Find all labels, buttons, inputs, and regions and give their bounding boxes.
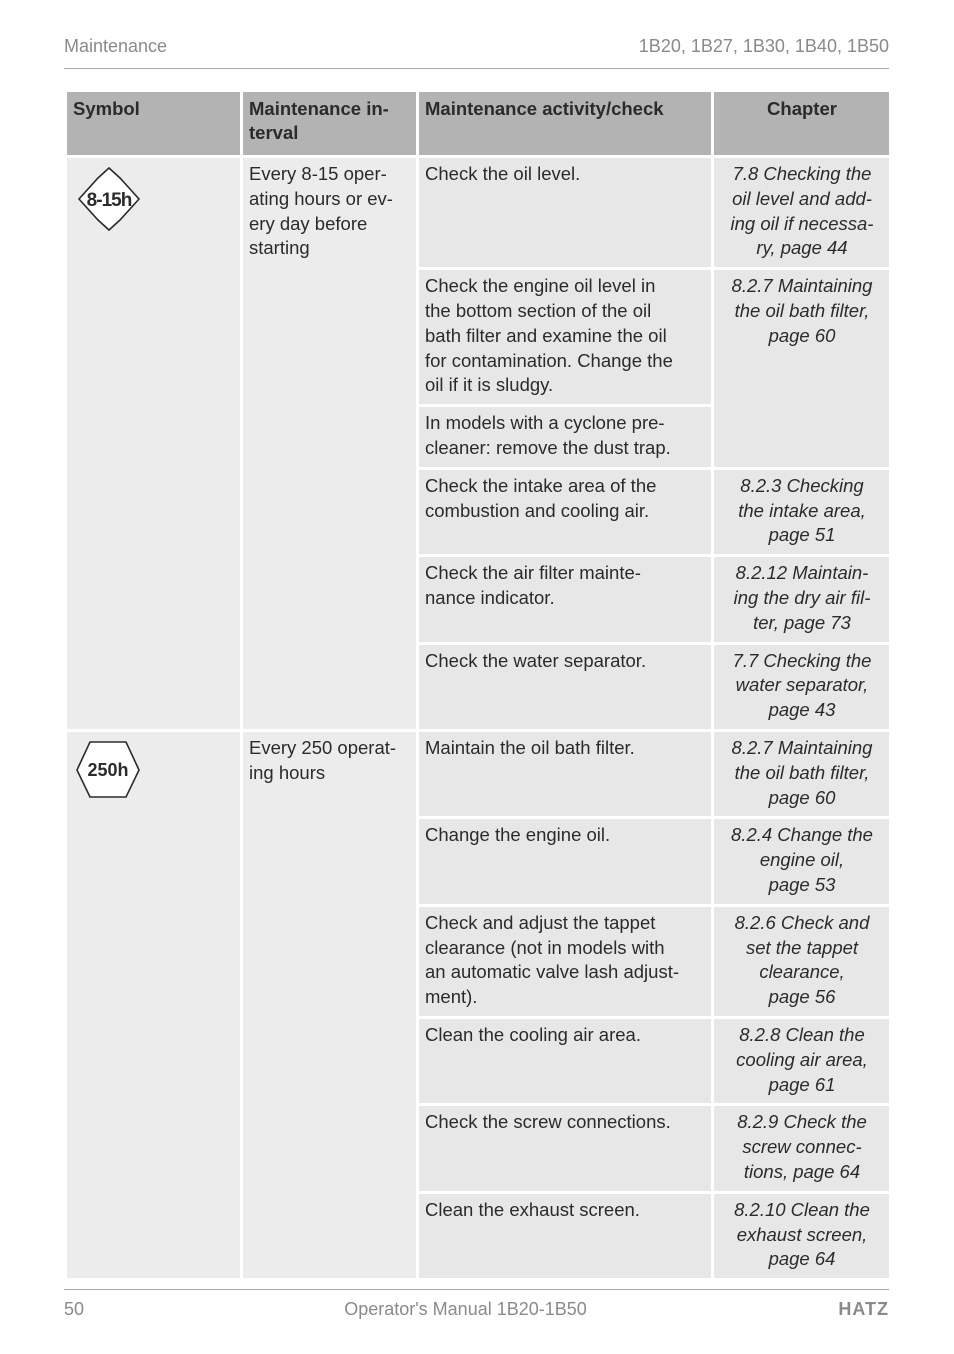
activity-cell: Check and adjust the tappet clearance (not in models with an automatic valve lash adjust- ment).	[418, 905, 713, 1017]
chapter-link[interactable]: 8.2.4 Change the engine oil, page 53	[713, 818, 891, 905]
activity-cell: Check the water separator.	[418, 643, 713, 730]
table-row	[66, 730, 891, 817]
chapter-link[interactable]: 8.2.6 Check and set the tappet clearance, page 56	[713, 905, 891, 1017]
activity-cell: Check the air filter mainte- nance indicator.	[418, 556, 713, 643]
symbol-label: 8-15h	[86, 190, 132, 211]
running-footer	[64, 1289, 889, 1330]
chapter-link[interactable]: 8.2.7 Maintaining the oil bath filter, page 60	[713, 269, 891, 469]
running-header	[64, 36, 889, 69]
activity-cell: Check the screw connections.	[418, 1105, 713, 1192]
chapter-link[interactable]: 8.2.3 Checking the intake area, page 51	[713, 468, 891, 555]
chapter-link[interactable]: 8.2.9 Check the screw connec- tions, page 64	[713, 1105, 891, 1192]
column-header-interval: Maintenance in- terval	[242, 91, 418, 157]
activity-cell: Change the engine oil.	[418, 818, 713, 905]
chapter-link[interactable]: 8.2.7 Maintaining the oil bath filter, page 60	[713, 730, 891, 817]
chapter-link[interactable]: 7.7 Checking the water separator, page 43	[713, 643, 891, 730]
page-number: 50	[64, 1299, 85, 1319]
chapter-link[interactable]: 7.8 Checking the oil level and add- ing oil if necessa- ry, page 44	[713, 157, 891, 269]
activity-cell: Maintain the oil bath filter.	[418, 730, 713, 817]
interval-cell: Every 8-15 oper- ating hours or ev- ery day before starting	[242, 157, 418, 731]
column-header-symbol: Symbol	[66, 91, 242, 157]
activity-cell: Check the engine oil level in the bottom section of the oil bath filter and examine the oil for contamination. Change the oil if it is sludgy.	[418, 269, 713, 406]
maintenance-table	[64, 89, 892, 1281]
table-row	[66, 157, 891, 269]
chapter-link[interactable]: 8.2.12 Maintain- ing the dry air fil- ter, page 73	[713, 556, 891, 643]
activity-cell: Clean the exhaust screen.	[418, 1192, 713, 1279]
column-header-activity: Maintenance activity/check	[418, 91, 713, 157]
symbol-cell	[66, 157, 242, 731]
maintenance-interval-8-15h-icon	[73, 164, 145, 236]
symbol-label: 250h	[87, 759, 129, 780]
chapter-link[interactable]: 8.2.10 Clean the exhaust screen, page 64	[713, 1192, 891, 1279]
chapter-link[interactable]: 8.2.8 Clean the cooling air area, page 61	[713, 1017, 891, 1104]
column-header-chapter: Chapter	[713, 91, 891, 157]
interval-cell: Every 250 operat- ing hours	[242, 730, 418, 1279]
model-list: 1B20, 1B27, 1B30, 1B40, 1B50	[638, 36, 889, 56]
table-header-row	[66, 91, 891, 157]
activity-cell: In models with a cyclone pre- cleaner: remove the dust trap.	[418, 406, 713, 469]
activity-cell: Check the intake area of the combustion and cooling air.	[418, 468, 713, 555]
section-title: Maintenance	[64, 36, 168, 56]
symbol-cell	[66, 730, 242, 1279]
activity-cell: Check the oil level.	[418, 157, 713, 269]
maintenance-interval-250h-icon	[73, 738, 143, 800]
manual-title: Operator's Manual 1B20-1B50	[344, 1299, 587, 1319]
activity-cell: Clean the cooling air area.	[418, 1017, 713, 1104]
brand-logo: HATZ	[838, 1299, 889, 1319]
